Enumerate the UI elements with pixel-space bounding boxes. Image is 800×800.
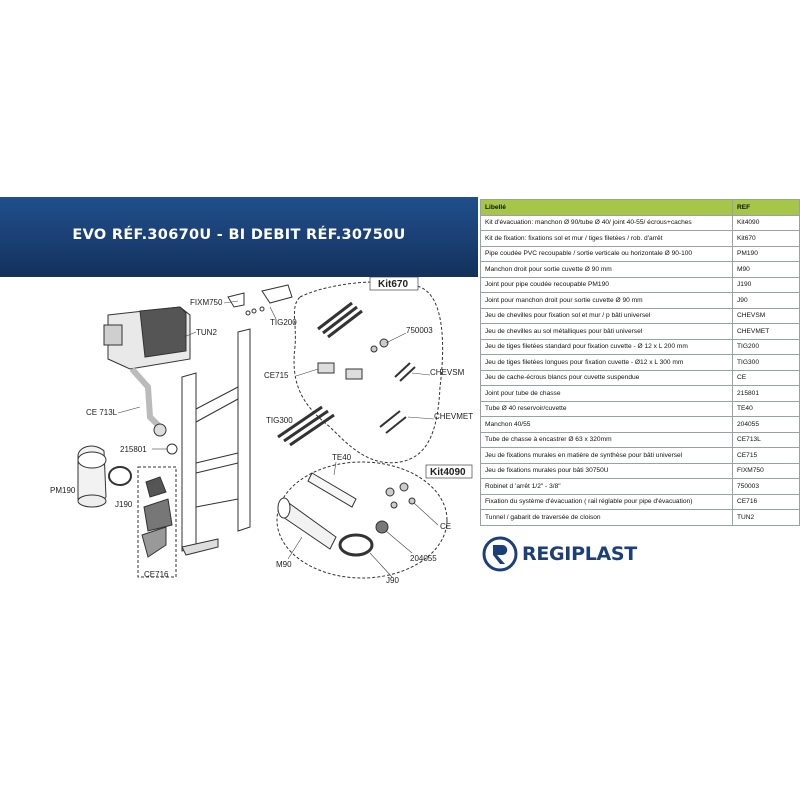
cell-libelle: Jeu de tiges filetées longues pour fixation cuvette - Ø12 x L 300 mm	[481, 355, 733, 371]
label-chevsm: CHEVSM	[430, 368, 465, 377]
label-te40: TE40	[332, 453, 352, 462]
cell-libelle: Fixation du système d'évacuation ( rail réglable pour pipe d'évacuation)	[481, 494, 733, 510]
label-ce715: CE715	[264, 371, 289, 380]
cell-ref: FIXM750	[733, 463, 800, 479]
frame-drawing	[78, 285, 292, 577]
table-row	[481, 293, 800, 309]
cell-ref: M90	[733, 262, 800, 278]
cell-libelle: Joint pour pipe coudée recoupable PM190	[481, 277, 733, 293]
cell-ref: TE40	[733, 401, 800, 417]
cell-ref: TIG200	[733, 339, 800, 355]
cell-ref: TIG300	[733, 355, 800, 371]
label-204055: 204055	[410, 554, 437, 563]
cell-libelle: Jeu de cache-écrous blancs pour cuvette suspendue	[481, 370, 733, 386]
cell-libelle: Joint pour manchon droit pour sortie cuvette Ø 90 mm	[481, 293, 733, 309]
cell-ref: Kit670	[733, 231, 800, 247]
label-kit4090: Kit4090	[430, 467, 466, 478]
cell-ref: CE715	[733, 448, 800, 464]
label-750003: 750003	[406, 326, 433, 335]
cell-libelle: Jeu de fixations murales en matière de synthèse pour bâti universel	[481, 448, 733, 464]
table-row	[481, 215, 800, 231]
table-header-row	[481, 200, 800, 216]
cell-ref: J90	[733, 293, 800, 309]
cell-libelle: Robinet d 'arrêt 1/2" - 3/8"	[481, 479, 733, 495]
parts-table	[480, 199, 800, 526]
table-row	[481, 510, 800, 526]
cell-libelle: Manchon droit pour sortie cuvette Ø 90 mm	[481, 262, 733, 278]
table-row	[481, 417, 800, 433]
table-row	[481, 339, 800, 355]
kit670-drawing	[278, 282, 443, 463]
brand-name: REGIPLAST	[522, 543, 637, 565]
table-row	[481, 246, 800, 262]
regiplast-r-icon	[482, 536, 518, 572]
cell-ref: 204055	[733, 417, 800, 433]
label-ce: CE	[440, 522, 452, 531]
table-row	[481, 324, 800, 340]
cell-ref: CHEVSM	[733, 308, 800, 324]
label-kit670: Kit670	[378, 279, 409, 290]
table-row	[481, 494, 800, 510]
cell-ref: 215801	[733, 386, 800, 402]
cell-libelle: Jeu de tiges filetées standard pour fixation cuvette - Ø 12 x L 200 mm	[481, 339, 733, 355]
label-ce713l: CE 713L	[86, 408, 118, 417]
label-j90: J90	[386, 576, 399, 585]
label-tun2: TUN2	[196, 328, 217, 337]
cell-libelle: Kit d'évacuation: manchon Ø 90/tube Ø 40/ joint 40-55/ écrous+caches	[481, 215, 733, 231]
cell-ref: J190	[733, 277, 800, 293]
table-row	[481, 355, 800, 371]
cell-libelle: Joint pour tube de chasse	[481, 386, 733, 402]
cell-libelle: Tube de chasse à encastrer Ø 63 x 320mm	[481, 432, 733, 448]
cell-libelle: Manchon 40/55	[481, 417, 733, 433]
cell-ref: CE713L	[733, 432, 800, 448]
cell-ref: PM190	[733, 246, 800, 262]
cell-ref: CE	[733, 370, 800, 386]
table-row	[481, 479, 800, 495]
label-pm190: PM190	[50, 486, 76, 495]
page-title: EVO RÉF.30670U - BI DEBIT RÉF.30750U	[72, 227, 406, 243]
table-row	[481, 308, 800, 324]
table-row	[481, 262, 800, 278]
table-row	[481, 448, 800, 464]
label-j190: J190	[115, 500, 133, 509]
cell-ref: 750003	[733, 479, 800, 495]
label-tig200: TIG200	[270, 318, 297, 327]
cell-libelle: Tube Ø 40 reservoir/cuvette	[481, 401, 733, 417]
cell-libelle: Kit de fixation: fixations sol et mur / tiges filetées / rob. d'arrêt	[481, 231, 733, 247]
label-215801: 215801	[120, 445, 147, 454]
cell-ref: Kit4090	[733, 215, 800, 231]
label-tig300: TIG300	[266, 416, 293, 425]
label-m90: M90	[276, 560, 292, 569]
label-ce716: CE716	[144, 570, 169, 579]
header-ref: REF	[733, 200, 800, 216]
table-row	[481, 432, 800, 448]
brand-logo	[482, 534, 682, 574]
header-libelle: Libellé	[481, 200, 733, 216]
table-body	[481, 215, 800, 525]
cell-ref: CE716	[733, 494, 800, 510]
table-row	[481, 386, 800, 402]
table-row	[481, 277, 800, 293]
label-chevmet: CHEVMET	[434, 412, 474, 421]
cell-ref: TUN2	[733, 510, 800, 526]
table-row	[481, 370, 800, 386]
exploded-parts-diagram	[0, 277, 478, 607]
cell-libelle: Tunnel / gabarit de traversée de cloison	[481, 510, 733, 526]
table-row	[481, 463, 800, 479]
table-row	[481, 401, 800, 417]
cell-ref: CHEVMET	[733, 324, 800, 340]
cell-libelle: Pipe coudée PVC recoupable / sortie verticale ou horizontale Ø 90-100	[481, 246, 733, 262]
label-fixm750: FIXM750	[190, 298, 223, 307]
cell-libelle: Jeu de fixations murales pour bâti 30750U	[481, 463, 733, 479]
cell-libelle: Jeu de chevilles pour fixation sol et mur / p bâti universel	[481, 308, 733, 324]
title-banner	[0, 197, 478, 277]
table-row	[481, 231, 800, 247]
cell-libelle: Jeu de chevilles au sol métalliques pour bâti universel	[481, 324, 733, 340]
